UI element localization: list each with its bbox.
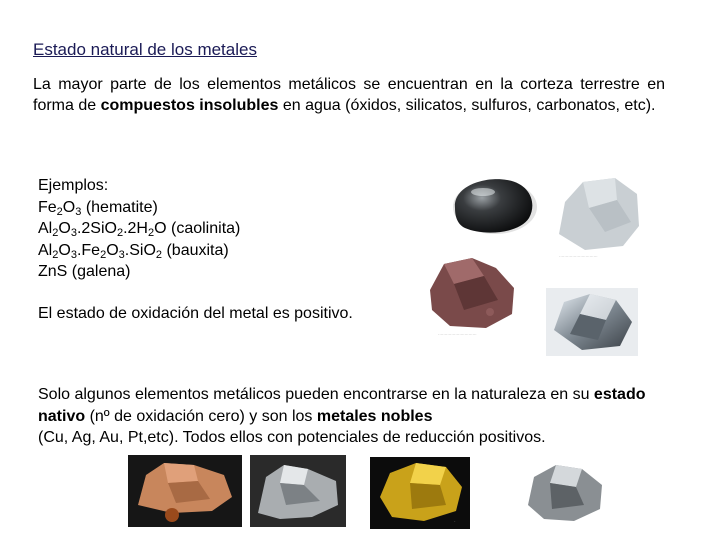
platinum-photo — [518, 457, 610, 529]
intro-paragraph — [33, 74, 665, 116]
galena-photo — [546, 288, 638, 356]
svg-text:·····························: ····························· — [438, 332, 477, 337]
formula-hematite: $Fe_2O_3$ (hematite) — [38, 198, 158, 218]
intro-text-2: en agua (óxidos, silicatos, sulfuros, carbonatos, etc). — [278, 97, 656, 114]
bauxita-photo — [424, 254, 524, 340]
native-text-1: Solo algunos elementos metálicos pueden encontrarse en la naturaleza en su — [38, 386, 594, 403]
native-paragraph — [38, 384, 678, 449]
intro-text-1: La mayor parte de los elementos metálicos se encuentran en la corteza terrestre en forma de — [33, 76, 665, 114]
native-text-2: (nº de oxidación cero) y son los — [85, 407, 317, 425]
copper-photo — [128, 455, 242, 527]
svg-text:·: · — [454, 519, 456, 525]
oxidation-statement: El estado de oxidación del metal es positivo. — [38, 305, 353, 322]
native-text-3: (Cu, Ag, Au, Pt,etc). Todos ellos con potenciales de reducción positivos. — [38, 429, 546, 446]
intro-bold: compuestos insolubles — [100, 97, 279, 114]
slide-title: Estado natural de los metales — [33, 40, 257, 59]
svg-text:·····························: ····························· — [559, 254, 598, 259]
examples-list — [38, 175, 240, 283]
gold-photo — [370, 457, 470, 529]
examples-heading: Ejemplos: — [38, 177, 109, 194]
hematite-photo — [445, 168, 541, 240]
formula-caolinita: $Al_2O_3.2SiO_2.2H_2O$ (caolinita) — [38, 220, 241, 239]
formula-bauxita: $Al_2O_3.Fe_2O_3.SiO_2$ (bauxita) — [38, 241, 229, 261]
formula-galena: ZnS (galena) — [38, 263, 131, 280]
caolinita-photo — [545, 172, 645, 264]
native-bold-1: estado nativo — [38, 386, 646, 425]
silver-photo — [250, 455, 346, 527]
native-bold-2: metales nobles — [316, 407, 433, 425]
